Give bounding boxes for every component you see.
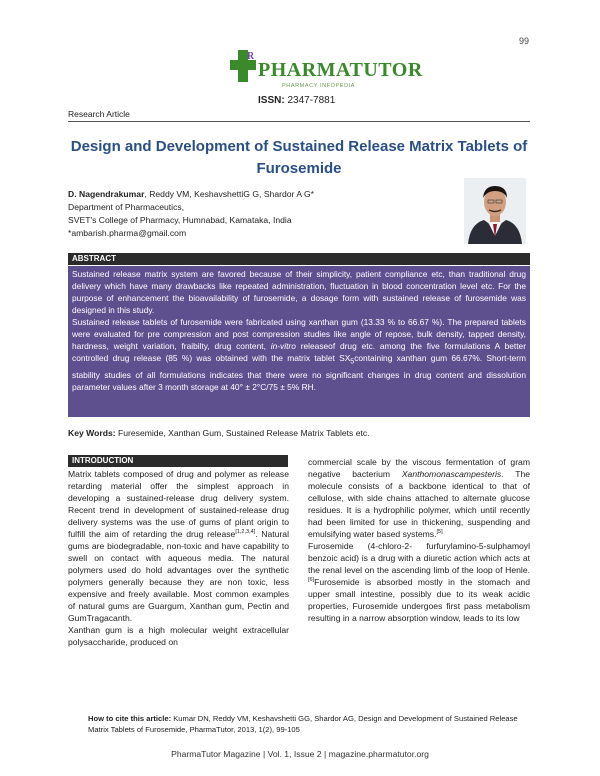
keywords bbox=[68, 428, 530, 438]
page-footer: PharmaTutor Magazine | Vol. 1, Issue 2 | magazine.pharmatutor.org bbox=[171, 749, 429, 759]
citation bbox=[88, 713, 528, 735]
author-block bbox=[68, 188, 398, 240]
keywords-text: Furesemide, Xanthan Gum, Sustained Release Matrix Tablets etc. bbox=[115, 428, 370, 438]
header-divider bbox=[68, 121, 530, 122]
author-line bbox=[68, 188, 398, 201]
affiliation-college: SVET's College of Pharmacy, Humnabad, Kamataka, India bbox=[68, 215, 292, 225]
body-column-right bbox=[308, 456, 530, 712]
abstract-heading: ABSTRACT bbox=[68, 253, 530, 265]
author-email[interactable]: *ambarish.pharma@gmail.com bbox=[68, 228, 187, 238]
intro-paragraph-4: Furosemide (4-chloro-2- furfurylamino-5-sulphamoyl benzoic acid) is a drug with a diuretic action which acts at the renal level on the ascending limb of the loop of Henle. [6]Furosemide is absorbed mostly in the stomach and upper small intestine, possibly due to its weak acidic properties, Furosemide undergoes first pass metabolism resulting in a narrow absorption window, leads to its low bbox=[308, 541, 530, 623]
body-column-left bbox=[68, 468, 289, 712]
affiliation-department: Department of Pharmaceutics, bbox=[68, 202, 185, 212]
intro-paragraph-3: commercial scale by the viscous fermentation of gram negative bacterium Xanthomonascampesteris. The molecule consists of a backbone identical to that of cellulose, with side chains attached to alternate glucose residues. It is a hydrophilic polymer, which until recently had been limited for use in thickening, suspending and emulsifying water based systems.[5] bbox=[308, 457, 530, 539]
author-photo bbox=[464, 178, 526, 244]
page-title: Design and Development of Sustained Release Matrix Tablets of Furosemide bbox=[70, 138, 528, 177]
abstract-paragraph-1: Sustained release matrix system are favored because of their simplicity, patient compliance etc, than traditional drug delivery which have many drawbacks like repeated administration, fluctuation in blood concentration level etc. For the purpose of enhancement the bioavailability of furosemide, a dosage form with sustained release of furosemide was designed in this study. bbox=[72, 269, 526, 315]
citation-text: Kumar DN, Reddy VM, Keshavshetti GG, Shardor AG, Design and Development of Sustained Release Matrix Tablets of Furosemide, PharmaTutor, 2013, 1(2), 99-105 bbox=[88, 714, 518, 734]
logo-tagline: PHARMACY INFOPEDIA bbox=[282, 83, 356, 89]
logo-brand: PHARMATUTOR bbox=[258, 59, 423, 81]
article-type: Research Article bbox=[68, 109, 130, 119]
keywords-label: Key Words: bbox=[68, 428, 116, 438]
svg-text:R: R bbox=[247, 51, 255, 62]
abstract-paragraph-2: Sustained release tablets of furosemide were fabricated using xanthan gum (13.33 % to 66.67 %). The prepared tablets were evaluated for pre compression and post compression studies like angle of repose, bulk density, tapped density, hardness, weight variation, fraibilty, drug content, in-vitro releaseof drug etc. among the five formulations A better controlled drug release (85 %) was obtained with the matrix tablet $SX_5containing$ xanthan gum 66.67%. Short-term stability studies of all formulations indicates that there were no significant changes in drug content and dissolution parameter values after 3 month storage at 40° ± 2°C/75 ± 5% RH. bbox=[72, 317, 526, 392]
issn-value: 2347-7881 bbox=[287, 95, 336, 106]
issn bbox=[258, 95, 335, 106]
page-number: 99 bbox=[519, 36, 530, 46]
abstract-body bbox=[68, 266, 530, 417]
lead-author: D. Nagendrakumar bbox=[68, 189, 145, 199]
citation-label: How to cite this article: bbox=[88, 714, 172, 723]
pharmatutor-logo bbox=[228, 46, 423, 92]
co-authors: , Reddy VM, KeshavshettiG G, Shardor A G* bbox=[144, 189, 314, 199]
issn-label: ISSN: bbox=[258, 95, 285, 106]
introduction-heading: INTRODUCTION bbox=[68, 455, 288, 467]
intro-paragraph-1: Matrix tablets composed of drug and polymer as release retarding material offer the simplest approach in developing a sustained-release drug delivery system. Recent trend in development of sustained-release drug delivery systems was the use of gums of plant origin to fulfill the aim of retarding the drug release[1,2,3,4]. Natural gums are biodegradable, non-toxic and have capability to swell on contact with aqueous media. The natural polymers used do hold advantages over the synthetic polymers generally because they are non toxic, less expensive and freely available. Most common examples of natural gums are Guargum, Xanthan gum, Pectin and GumTragacanth. bbox=[68, 469, 289, 623]
intro-paragraph-2: Xanthan gum is a high molecular weight extracellular polysaccharide, produced on bbox=[68, 625, 289, 647]
